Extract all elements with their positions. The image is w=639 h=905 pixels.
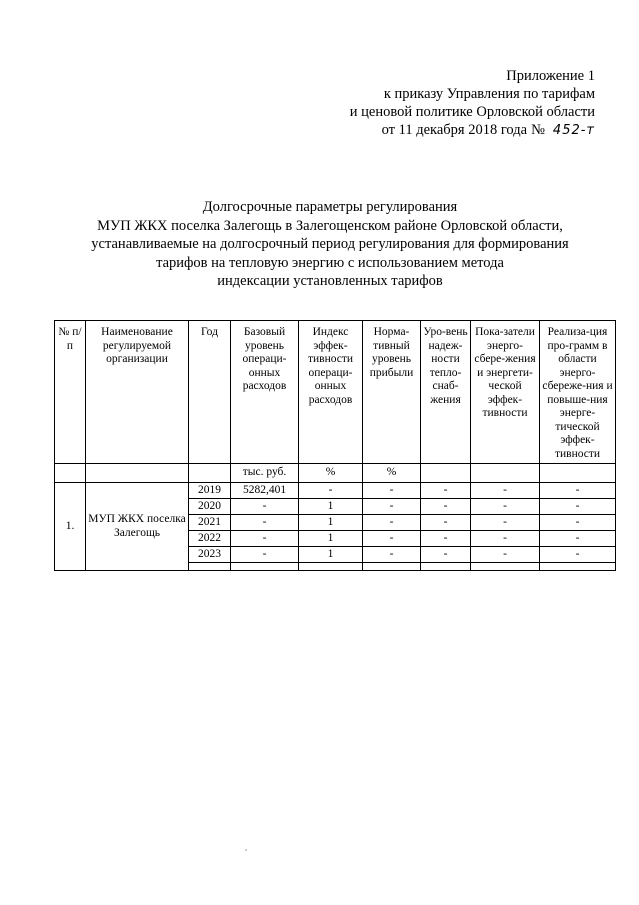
base-cost-cell: - xyxy=(231,531,299,547)
appendix-date: от 11 декабря 2018 года xyxy=(381,122,528,138)
header-profit-level: Норма-тивный уровень прибыли xyxy=(363,321,421,464)
parameters-table xyxy=(54,320,616,571)
efficiency-index-cell: - xyxy=(299,483,363,499)
profit-level-cell: - xyxy=(363,499,421,515)
appendix-order-ref: к приказу Управления по тарифам xyxy=(383,86,595,102)
energy-indicators-cell: - xyxy=(471,483,540,499)
efficiency-index-cell: 1 xyxy=(299,499,363,515)
unit-cell xyxy=(540,464,616,483)
energy-programs-cell: - xyxy=(540,483,616,499)
year-cell: 2021 xyxy=(189,515,231,531)
year-cell: 2019 xyxy=(189,483,231,499)
header-base-cost: Базовый уровень операци-онных расходов xyxy=(231,321,299,464)
unit-base-cost: тыс. руб. xyxy=(231,464,299,483)
base-cost-cell: - xyxy=(231,499,299,515)
header-energy-programs: Реализа-ция про-грамм в области энерго-сбереже-ния и повыше-ния энерге-тической эффек-тивности xyxy=(540,321,616,464)
year-cell: 2020 xyxy=(189,499,231,515)
scan-speck xyxy=(245,849,247,851)
reliability-cell: - xyxy=(421,483,471,499)
base-cost-cell: - xyxy=(231,515,299,531)
unit-profit-level: % xyxy=(363,464,421,483)
unit-cell xyxy=(55,464,86,483)
organization-name: МУП ЖКХ поселка Залегощь xyxy=(86,483,189,571)
year-cell: 2022 xyxy=(189,531,231,547)
energy-programs-cell: - xyxy=(540,531,616,547)
units-row xyxy=(55,464,616,483)
row-number: 1. xyxy=(55,483,86,571)
energy-programs-cell: - xyxy=(540,547,616,563)
year-cell: 2023 xyxy=(189,547,231,563)
unit-efficiency-index: % xyxy=(299,464,363,483)
reliability-cell: - xyxy=(421,547,471,563)
header-year: Год xyxy=(189,321,231,464)
heading-line-5: индексации установленных тарифов xyxy=(217,273,443,289)
energy-indicators-cell: - xyxy=(471,515,540,531)
base-cost-cell: - xyxy=(231,547,299,563)
efficiency-index-cell: 1 xyxy=(299,547,363,563)
appendix-date-line xyxy=(265,121,595,140)
unit-cell xyxy=(471,464,540,483)
energy-indicators-cell: - xyxy=(471,499,540,515)
unit-cell xyxy=(421,464,471,483)
appendix-block xyxy=(265,67,595,140)
energy-indicators-cell: - xyxy=(471,531,540,547)
header-efficiency-index: Индекс эффек-тивности операци-онных расходов xyxy=(299,321,363,464)
reliability-cell: - xyxy=(421,499,471,515)
appendix-order-number: 452-т xyxy=(552,123,595,138)
header-row xyxy=(55,321,616,464)
profit-level-cell: - xyxy=(363,483,421,499)
document-heading xyxy=(60,198,600,291)
base-cost-cell: 5282,401 xyxy=(231,483,299,499)
table-row xyxy=(55,483,616,499)
heading-line-2: МУП ЖКХ поселка Залегощь в Залегощенском районе Орловской области, xyxy=(97,217,563,234)
heading-line-1: Долгосрочные параметры регулирования xyxy=(202,199,458,215)
energy-indicators-cell: - xyxy=(471,547,540,563)
heading-line-4: тарифов на тепловую энергию с использованием метода xyxy=(156,254,504,271)
appendix-authority: и ценовой политике Орловской области xyxy=(349,104,595,120)
profit-level-cell: - xyxy=(363,547,421,563)
energy-programs-cell: - xyxy=(540,499,616,515)
reliability-cell: - xyxy=(421,515,471,531)
appendix-number-sign: № xyxy=(531,122,545,138)
header-num: № п/п xyxy=(55,321,86,464)
appendix-title: Приложение 1 xyxy=(506,68,595,84)
unit-cell xyxy=(189,464,231,483)
header-reliability: Уро-вень надеж-ности тепло-снаб-жения xyxy=(421,321,471,464)
energy-programs-cell: - xyxy=(540,515,616,531)
header-energy-indicators: Пока-затели энерго-сбере-жения и энергети-ческой эффек-тивности xyxy=(471,321,540,464)
efficiency-index-cell: 1 xyxy=(299,531,363,547)
profit-level-cell: - xyxy=(363,531,421,547)
header-org: Наименование регулируемой организации xyxy=(86,321,189,464)
profit-level-cell: - xyxy=(363,515,421,531)
reliability-cell: - xyxy=(421,531,471,547)
unit-cell xyxy=(86,464,189,483)
efficiency-index-cell: 1 xyxy=(299,515,363,531)
heading-line-3: устанавливаемые на долгосрочный период регулирования для формирования xyxy=(91,236,569,252)
